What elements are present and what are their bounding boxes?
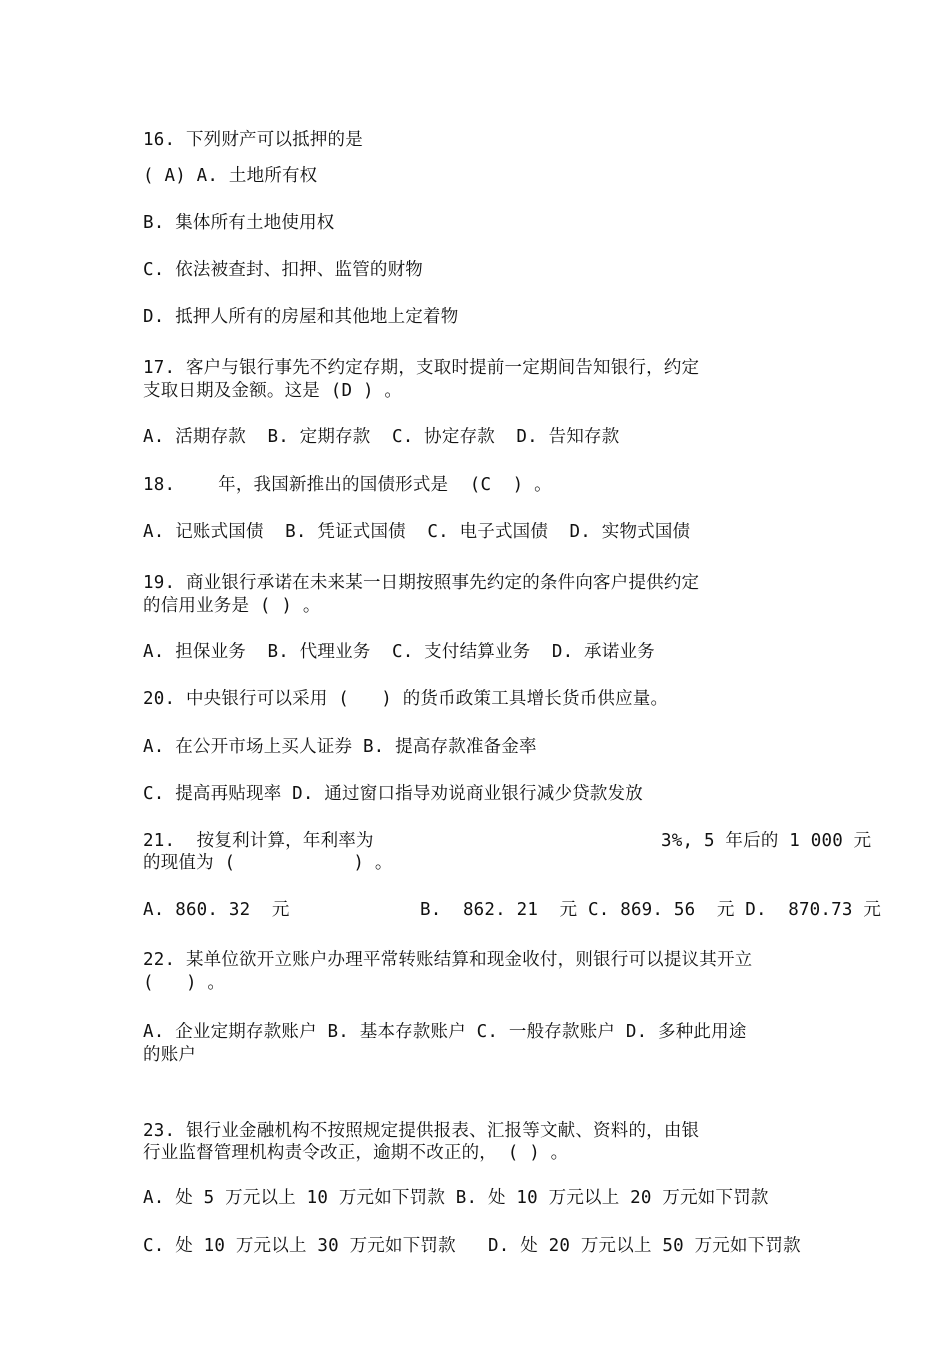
q17-options: A. 活期存款 B. 定期存款 C. 协定存款 D. 告知存款 <box>143 427 620 447</box>
q17-stem-line2: 支取日期及金额。这是 (D ) 。 <box>143 381 403 401</box>
q21-stem-right: 3%, 5 年后的 1 000 元 <box>661 831 872 851</box>
q22-options-line1: A. 企业定期存款账户 B. 基本存款账户 C. 一般存款账户 D. 多种此用途 <box>143 1022 747 1042</box>
q23-options-line2: C. 处 10 万元以上 30 万元如下罚款 D. 处 20 万元以上 50 万元如下罚款 <box>143 1236 801 1256</box>
q23-stem-line1: 23. 银行业金融机构不按照规定提供报表、汇报等文献、资料的，由银 <box>143 1121 700 1141</box>
q16-option-d: D. 抵押人所有的房屋和其他地上定着物 <box>143 307 459 327</box>
q19-options: A. 担保业务 B. 代理业务 C. 支付结算业务 D. 承诺业务 <box>143 642 655 662</box>
q23-options-line1: A. 处 5 万元以上 10 万元如下罚款 B. 处 10 万元以上 20 万元如下罚款 <box>143 1188 769 1208</box>
q22-options-line2: 的账户 <box>143 1045 197 1065</box>
q22-stem-line2: ( ) 。 <box>143 973 226 993</box>
q21-option-a: A. 860. 32 元 <box>143 900 290 920</box>
q19-stem-line1: 19. 商业银行承诺在未来某一日期按照事先约定的条件向客户提供约定 <box>143 573 700 593</box>
q21-options-bcd: B. 862. 21 元 C. 869. 56 元 D. 870.73 元 <box>420 900 882 920</box>
q20-options-line2: C. 提高再贴现率 D. 通过窗口指导劝说商业银行减少贷款发放 <box>143 784 643 804</box>
q21-stem-left: 21. 按复利计算，年利率为 <box>143 831 374 851</box>
q17-stem-line1: 17. 客户与银行事先不约定存期，支取时提前一定期间告知银行，约定 <box>143 358 700 378</box>
q19-stem-line2: 的信用业务是 ( ) 。 <box>143 596 321 616</box>
q18-options: A. 记账式国债 B. 凭证式国债 C. 电子式国债 D. 实物式国债 <box>143 522 691 542</box>
q16-option-b: B. 集体所有土地使用权 <box>143 213 335 233</box>
q22-stem-line1: 22. 某单位欲开立账户办理平常转账结算和现金收付，则银行可以提议其开立 <box>143 950 753 970</box>
q16-stem: 16. 下列财产可以抵押的是 <box>143 130 363 150</box>
q20-options-line1: A. 在公开市场上买人证券 B. 提高存款准备金率 <box>143 737 537 757</box>
q21-stem-line2: 的现值为 ( ) 。 <box>143 853 393 873</box>
q20-stem: 20. 中央银行可以采用 ( ) 的货币政策工具增长货币供应量。 <box>143 689 669 709</box>
q16-option-c: C. 依法被查封、扣押、监管的财物 <box>143 260 424 280</box>
q16-option-a: ( A) A. 土地所有权 <box>143 166 318 186</box>
q23-stem-line2: 行业监督管理机构责令改正，逾期不改正的， ( ) 。 <box>143 1143 569 1163</box>
q18-stem: 18. 年，我国新推出的国债形式是 (C ) 。 <box>143 475 552 495</box>
